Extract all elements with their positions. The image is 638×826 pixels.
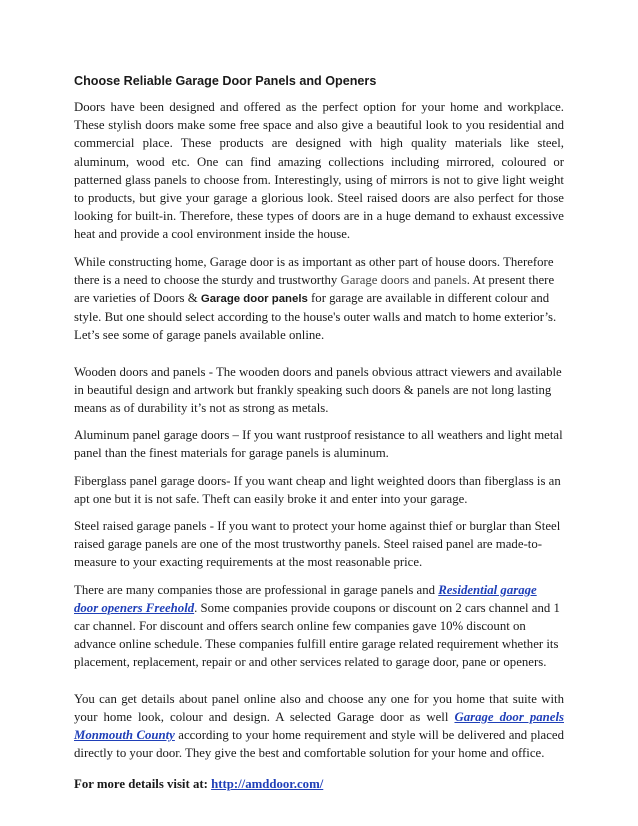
monmouth-panels-link[interactable]: Garage door panels Monmouth County bbox=[74, 709, 564, 743]
constructing-text-3: for garage are available in different colour and style. But one should select according to the house's outer walls and match to home exterior’s. Let’s see some of garage panels available online. bbox=[74, 291, 557, 343]
document-page bbox=[74, 74, 564, 802]
document-title: Choose Reliable Garage Door Panels and Openers bbox=[74, 74, 377, 88]
aluminum-doors-paragraph: Aluminum panel garage doors – If you want rustproof resistance to all weathers and light metal panel than the finest materials for garage panels is aluminum. bbox=[74, 428, 563, 461]
residential-openers-link[interactable]: Residential garage door openers Freehold bbox=[74, 582, 537, 615]
steel-panels-paragraph: Steel raised garage panels - If you want to protect your home against thief or burglar than Steel raised garage panels are one of the most trustworthy panels. Steel raised panel are made-to-measure to your exacting requirements at the most reasonable price. bbox=[74, 519, 561, 570]
fiberglass-doors-paragraph: Fiberglass panel garage doors- If you want cheap and light weighted doors than fiberglass is an apt one but it is not safe. Theft can easily broke it and enter into your garage. bbox=[74, 473, 561, 506]
details-paragraph bbox=[74, 690, 564, 763]
companies-text-2: . Some companies provide coupons or discount on 2 cars channel and 1 car channel. For discount and offers search online few companies gave 10% discount on advance online schedule. These companies fulfill entire garage related requirement whether its placement, replacement, repair or and other services related to garage door, pane or openers. bbox=[74, 600, 560, 670]
garage-door-panels-phrase: Garage door panels bbox=[200, 293, 308, 306]
companies-paragraph bbox=[74, 581, 564, 672]
details-text-2: according to your home requirement and style will be delivered and placed directly to your door. They give the best and comfortable solution for your home and office. bbox=[74, 728, 564, 761]
website-link[interactable]: http://amddoor.com/ bbox=[211, 776, 324, 791]
companies-text-1: There are many companies those are professional in garage panels and bbox=[74, 582, 439, 597]
intro-paragraph: Doors have been designed and offered as the perfect option for your home and workplace. These stylish doors make some free space and also give a beautiful look to you residential and commercial place. These products are designed with high quality materials like steel, aluminum, wood etc. One can find amazing collections including mirrored, coloured or patterned glass panels to choose from. Interestingly, using of mirrors is not to give light weight to products, but give your garage a glorious look. Steel raised doors are also perfect for those looking for built-in. Therefore, these types of doors are in a huge demand to exhaust excessive heat and provide a cool environment inside the house. bbox=[74, 100, 564, 242]
footer-line bbox=[74, 775, 564, 793]
details-text-1: You can get details about panel online also and choose any one for you home that suite with your home look, colour and design. A selected Garage door as well bbox=[74, 691, 564, 724]
garage-doors-panels-phrase: Garage doors and panels bbox=[340, 272, 467, 287]
constructing-text-2: . At present there are varieties of Doors & bbox=[74, 272, 555, 306]
footer-label: For more details visit at: bbox=[74, 776, 212, 791]
constructing-paragraph bbox=[74, 253, 564, 345]
wooden-doors-paragraph: Wooden doors and panels - The wooden doors and panels obvious attract viewers and available in beautiful design and artwork but frankly speaking such doors & panels are not long lasting means as of durability it’s not as strong as metals. bbox=[74, 364, 562, 416]
constructing-text-1: While constructing home, Garage door is as important as other part of house doors. Therefore there is a need to choose the sturdy and trustworthy bbox=[74, 254, 554, 287]
